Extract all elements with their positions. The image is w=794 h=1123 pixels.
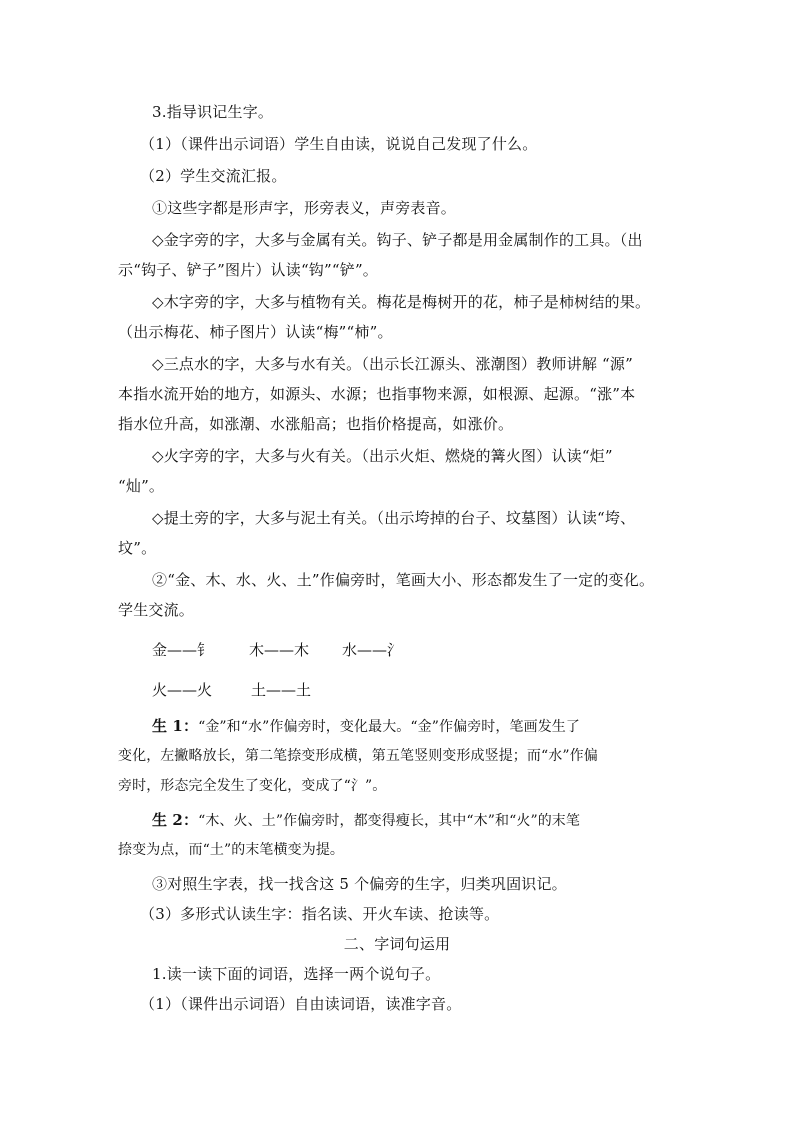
radical-jin: 金——钅 [152,641,213,659]
tu-radical-line-2: 坟”。 [118,539,157,557]
student-1-text-1: “金”和“水”作偏旁时，变化最大。“金”作偏旁时，笔画发生了 [198,719,581,735]
point-3: ③对照生字表，找一找含这 5 个偏旁的生字，归类巩固识记。 [152,875,567,893]
radical-shui: 水——氵 [342,641,403,659]
step3-title: 3.指导识记生字。 [152,103,274,121]
sub-item-1: （1）（课件出示词语）学生自由读，说说自己发现了什么。 [140,135,538,153]
section-2-heading: 二、字词句运用 [343,935,451,953]
task-1-sub-1: （1）（课件出示词语）自由读词语，读准字音。 [140,995,462,1013]
radical-tu: 土——土 [251,681,312,699]
task-1: 1.读一读下面的词语，选择一两个说句子。 [152,965,441,983]
student-2-line-1 [152,810,580,831]
point-2-line-2: 学生交流。 [118,601,195,619]
student-1-line-1 [152,716,580,737]
student-1-line-2: 变化，左撇略放长，第二笔捺变形成横，第五笔竖则变形成竖提；而“水”作偏 [118,748,598,764]
huo-radical-line-2: “灿”。 [118,477,165,495]
radical-row-2 [0,680,794,702]
sub-item-3: （3）多形式认读生字：指名读、开火车读、抢读等。 [140,905,500,923]
point-1: ①这些字都是形声字，形旁表义，声旁表音。 [152,199,457,217]
radical-row-1 [0,640,794,662]
huo-radical-line-1: ◇火字旁的字，大多与火有关。（出示火炬、燃烧的篝火图）认读“炬” [152,447,613,465]
student-2-line-2: 捺变为点，而“土”的末笔横变为提。 [118,842,345,858]
jin-radical-line-1: ◇金字旁的字，大多与金属有关。钩子、铲子都是用金属制作的工具。（出 [152,231,643,249]
shui-radical-line-2: 本指水流开始的地方，如源头、水源；也指事物来源，如根源、起源。“涨”本 [118,385,636,403]
student-1-label: 生 1： [152,717,199,735]
shui-radical-line-3: 指水位升高，如涨潮、水涨船高；也指价格提高，如涨价。 [118,415,514,433]
student-2-label: 生 2： [152,811,199,829]
shui-radical-line-1: ◇三点水的字，大多与水有关。（出示长江源头、涨潮图）教师讲解 “源” [152,355,633,373]
radical-mu: 木——木 [249,641,310,659]
mu-radical-line-2: （出示梅花、柿子图片）认读“梅”“柿”。 [118,323,393,341]
jin-radical-line-2: 示“钩子、铲子”图片）认读“钩”“铲”。 [118,261,379,279]
student-1-line-3: 旁时，形态完全发生了变化，变成了“氵”。 [118,778,387,794]
point-2-line-1: ②“金、木、水、火、土”作偏旁时，笔画大小、形态都发生了一定的变化。 [152,571,655,589]
mu-radical-line-1: ◇木字旁的字，大多与植物有关。梅花是梅树开的花，柿子是柿树结的果。 [152,293,651,311]
radical-huo: 火——火 [152,681,213,699]
sub-item-2: （2）学生交流汇报。 [140,167,287,185]
tu-radical-line-1: ◇提土旁的字，大多与泥土有关。（出示垮掉的台子、坟墓图）认读“垮、 [152,509,636,527]
student-2-text-1: “木、火、土”作偏旁时，都变得瘦长，其中“木”和“火”的末笔 [198,813,581,829]
